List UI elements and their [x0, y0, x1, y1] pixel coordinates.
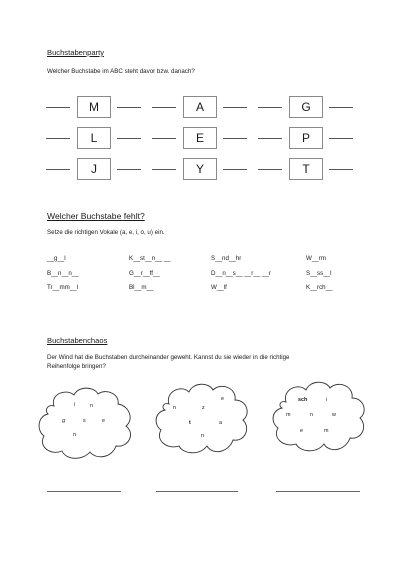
answer-blank-before[interactable] [258, 169, 282, 170]
cloud-shape-icon [270, 380, 366, 454]
letter-box: L [77, 127, 111, 149]
cloud-letter: t [189, 420, 191, 426]
section-title-welcher-buchstabe-fehlt: Welcher Buchstabe fehlt? [47, 211, 145, 221]
letter-cloud-3 [270, 380, 366, 454]
cloud-letter: m [324, 428, 329, 434]
letter-box: M [77, 96, 111, 118]
gap-word[interactable]: D__n__s__ __r__ __r [211, 269, 271, 277]
answer-blank-before[interactable] [46, 107, 70, 108]
letter-cloud-2 [153, 380, 251, 458]
answer-line-2[interactable] [156, 491, 238, 492]
cloud-letter: e [102, 418, 105, 424]
gap-word[interactable]: Bl__m__ [129, 284, 154, 291]
answer-blank-before[interactable] [46, 138, 70, 139]
gap-word[interactable]: W__rm [306, 255, 326, 262]
cloud-letter: g [62, 418, 65, 424]
cloud-letter: m [286, 412, 291, 418]
cloud-letter: z [202, 405, 205, 411]
instruction-text: Setze die richtigen Vokale (a, e, i, o, u) ein. [47, 229, 165, 236]
answer-blank-after[interactable] [223, 138, 247, 139]
instruction-text: Der Wind hat die Buchstaben durcheinander geweht. Kannst du sie wieder in die richtige [47, 354, 290, 361]
letter-box: G [289, 96, 323, 118]
word-row [47, 255, 367, 270]
cloud-letter: i [326, 397, 328, 403]
gap-word[interactable]: B__n__n__ [47, 269, 79, 277]
answer-blank-before[interactable] [258, 107, 282, 108]
cloud-letter: n [90, 403, 93, 409]
answer-blank-before[interactable] [152, 107, 176, 108]
answer-line-1[interactable] [47, 491, 121, 492]
cloud-letter: w [332, 412, 336, 418]
section-title-buchstabenchaos: Buchstabenchaos [47, 336, 108, 345]
word-row [47, 270, 367, 285]
instruction-text: Reihenfolge bringen? [47, 363, 106, 370]
abc-row-3 [0, 158, 400, 180]
instruction-text: Welcher Buchstabe im ABC steht davor bzw. danach? [47, 68, 195, 75]
answer-blank-after[interactable] [117, 107, 141, 108]
answer-blank-after[interactable] [329, 138, 353, 139]
letter-box: E [183, 127, 217, 149]
gap-word[interactable]: G__r__ff__ [129, 269, 160, 277]
answer-blank-after[interactable] [223, 169, 247, 170]
cloud-letter: n [173, 405, 176, 411]
answer-blank-before[interactable] [152, 138, 176, 139]
letter-box: A [183, 96, 217, 118]
answer-blank-before[interactable] [46, 169, 70, 170]
cloud-letter: n [73, 432, 76, 438]
answer-blank-after[interactable] [329, 107, 353, 108]
abc-row-1 [0, 96, 400, 118]
gap-word[interactable]: S__nd__hr [211, 255, 242, 262]
section-title-buchstabenparty: Buchstabenparty [47, 48, 104, 57]
cloud-letter: e [300, 428, 303, 434]
cloud-letter: n [201, 433, 204, 439]
answer-blank-before[interactable] [258, 138, 282, 139]
cloud-letter: e [221, 396, 224, 402]
answer-line-3[interactable] [276, 491, 360, 492]
letter-box: Y [183, 158, 217, 180]
letter-box: P [289, 127, 323, 149]
cloud-letter: i [74, 402, 76, 408]
cloud-shape-icon [153, 380, 251, 458]
gap-word[interactable]: __g__l [47, 255, 66, 262]
word-row [47, 284, 367, 299]
answer-blank-after[interactable] [117, 138, 141, 139]
cloud-letter: sch [298, 397, 308, 403]
answer-blank-after[interactable] [223, 107, 247, 108]
gap-word[interactable]: W__lf [211, 284, 227, 291]
gap-word[interactable]: K__rch__ [306, 284, 333, 291]
letter-box: T [289, 158, 323, 180]
abc-row-2 [0, 127, 400, 149]
gap-word[interactable]: K__st__n__ __ [129, 255, 171, 262]
gap-word[interactable]: Tr__mm__l [47, 284, 79, 291]
gap-word[interactable]: S__ss__l [306, 269, 332, 277]
letter-box: J [77, 158, 111, 180]
cloud-letter: s [83, 418, 86, 424]
cloud-letter: n [310, 412, 313, 418]
vowel-word-grid [47, 255, 367, 299]
cloud-shape-icon [36, 384, 136, 462]
answer-blank-after[interactable] [117, 169, 141, 170]
cloud-letter: a [219, 420, 222, 426]
answer-blank-before[interactable] [152, 169, 176, 170]
answer-blank-after[interactable] [329, 169, 353, 170]
letter-cloud-1 [36, 384, 136, 462]
